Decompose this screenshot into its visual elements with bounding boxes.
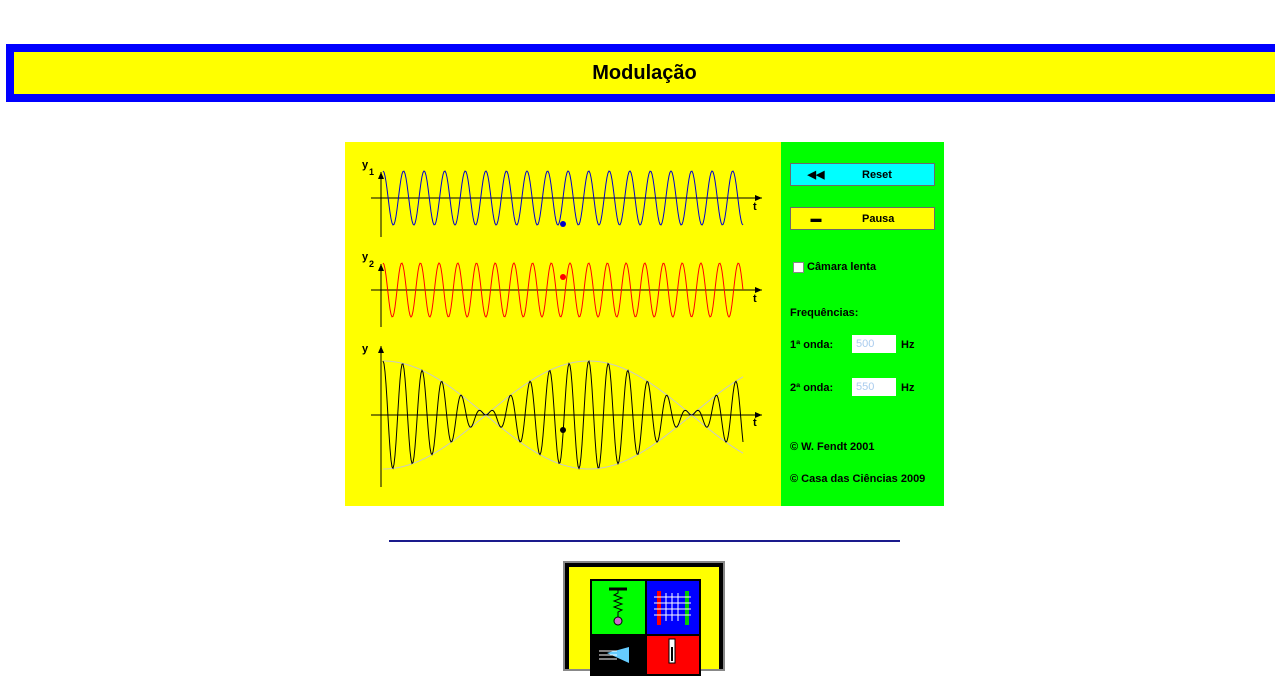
- control-panel: [781, 142, 944, 506]
- wave1-y-subscript: 1: [369, 167, 375, 177]
- wave1-unit: Hz: [901, 339, 915, 351]
- logo-background: [569, 567, 719, 669]
- slow-motion-toggle[interactable]: [793, 261, 876, 273]
- wave2-frequency-input[interactable]: [852, 378, 896, 396]
- copyright-fendt: © W. Fendt 2001: [790, 441, 875, 453]
- wave2-y-label: y: [362, 251, 369, 263]
- reset-button-label: Reset: [862, 168, 892, 181]
- sum-marker: [560, 427, 566, 433]
- wave2-y-subscript: 2: [369, 259, 375, 269]
- wave2-marker: [560, 274, 566, 280]
- title-banner-inner: [14, 52, 1275, 94]
- sum-y-label: y: [362, 343, 369, 355]
- sum-envelope-bottom: [383, 415, 743, 469]
- logo-graphic: [569, 567, 723, 677]
- divider-line: [389, 540, 900, 542]
- sum-envelope-top: [383, 361, 743, 415]
- wave1-marker: [560, 221, 566, 227]
- wave1-y-label: y: [362, 159, 369, 171]
- casa-das-ciencias-logo: [563, 561, 725, 671]
- plot-svg: [345, 142, 781, 506]
- frequencies-title: Frequências:: [790, 307, 859, 319]
- wave1-vertical-axis-arrow: [378, 172, 384, 179]
- copyright-casa: © Casa das Ciências 2009: [790, 473, 926, 485]
- pause-button[interactable]: [790, 207, 935, 230]
- pause-button-label: Pausa: [862, 212, 895, 225]
- plot-area: [345, 142, 781, 506]
- wave2-label: 2ª onda:: [790, 382, 834, 394]
- modulation-applet[interactable]: [345, 142, 944, 506]
- reset-button[interactable]: [790, 163, 935, 186]
- wave1-t-label: t: [753, 201, 757, 213]
- sum-t-label: t: [753, 417, 757, 429]
- wave2-vertical-axis-arrow: [378, 264, 384, 271]
- wave2-t-label: t: [753, 293, 757, 305]
- slow-motion-label: Câmara lenta: [807, 261, 877, 273]
- wave1-label: 1ª onda:: [790, 339, 834, 351]
- wave1-frequency-input[interactable]: [852, 335, 896, 353]
- rewind-icon: ◀◀: [807, 169, 825, 181]
- slow-motion-checkbox[interactable]: [793, 262, 804, 273]
- sum-vertical-axis-arrow: [378, 346, 384, 353]
- page-title: Modulação: [592, 61, 697, 84]
- pause-icon: ▬: [810, 212, 822, 225]
- title-banner: [6, 44, 1275, 102]
- wave2-unit: Hz: [901, 382, 915, 394]
